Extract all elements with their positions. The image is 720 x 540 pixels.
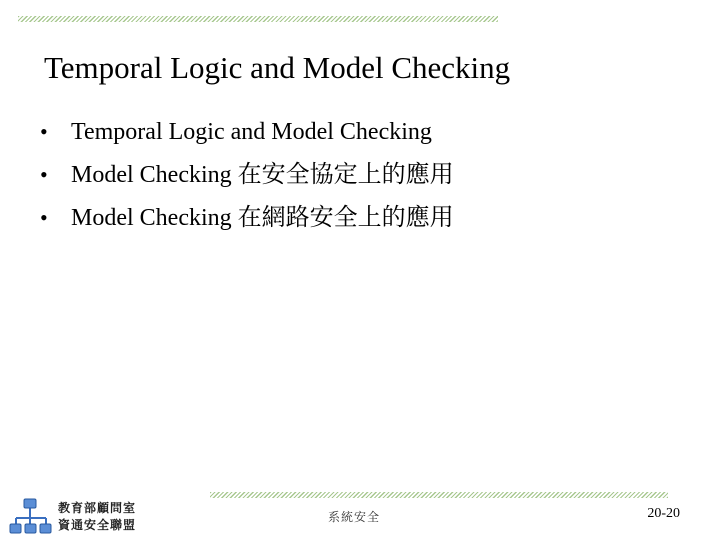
page-number: 20-20 [647, 506, 680, 521]
slide-title: Temporal Logic and Model Checking [44, 50, 511, 85]
bullet-item [40, 159, 454, 202]
bullet-item [40, 116, 454, 159]
logo-line1: 教育部顧問室 [58, 501, 137, 515]
bullet-item [40, 202, 454, 245]
bullet-marker: • [40, 162, 48, 187]
footer-course-title: 系統安全 [327, 510, 380, 524]
bullet-marker: • [40, 205, 48, 230]
bullet-marker: • [40, 119, 48, 144]
bullet-text: Temporal Logic and Model Checking [71, 119, 432, 145]
top-decorative-stripe [18, 16, 498, 22]
bottom-decorative-stripe [210, 492, 668, 498]
bullet-list [40, 116, 454, 245]
bullet-text: Model Checking 在網路安全上的應用 [71, 205, 454, 231]
bullet-text: Model Checking 在安全協定上的應用 [71, 162, 454, 188]
logo-line2: 資通安全聯盟 [58, 518, 137, 532]
